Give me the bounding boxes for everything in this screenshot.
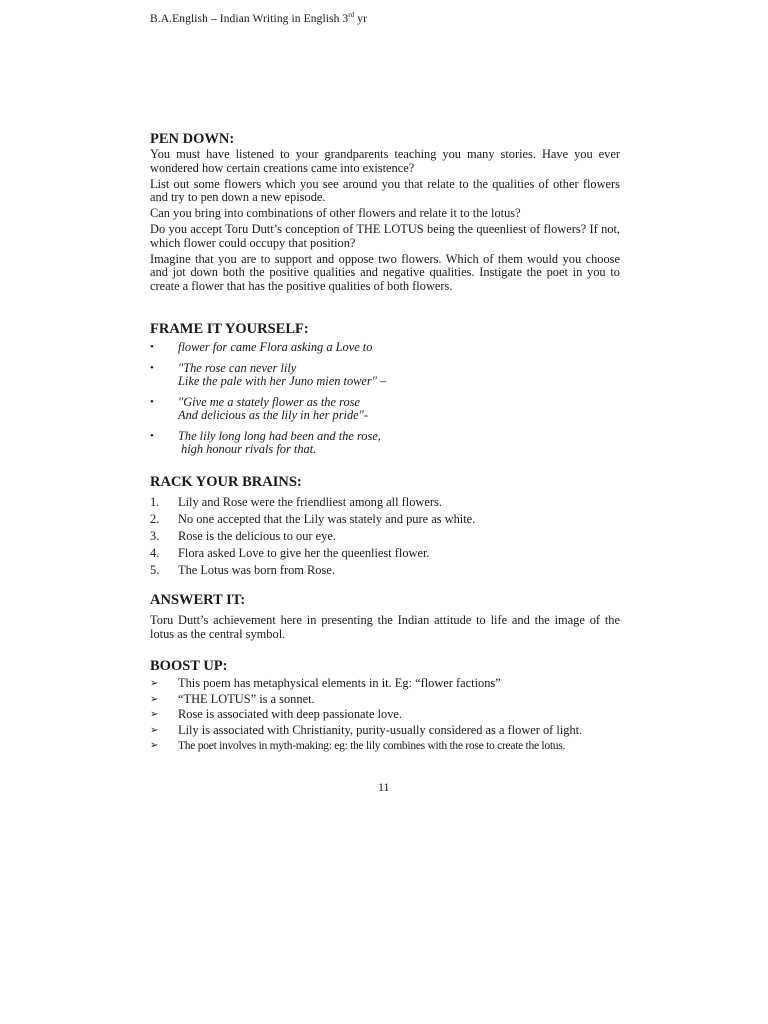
list-item bbox=[150, 430, 620, 457]
bullet-icon: • bbox=[150, 395, 154, 408]
boost-section bbox=[150, 658, 620, 754]
answer-section bbox=[150, 592, 620, 644]
verse-line: "Give me a stately flower as the rose bbox=[178, 394, 360, 409]
verse-line: The lily long long had been and the rose, bbox=[178, 428, 381, 443]
verse-line: flower for came Flora asking a Love to bbox=[178, 340, 373, 354]
list-item bbox=[150, 707, 620, 723]
list-item bbox=[150, 511, 620, 528]
item-text: Rose is associated with deep passionate love. bbox=[178, 707, 403, 721]
item-text: Flora asked Love to give her the queenliest flower. bbox=[178, 546, 430, 560]
pen-down-paragraph: Imagine that you are to support and oppose two flowers. Which of them would you choose and jot down both the positive qualities and negative qualities. Instigate the poet in you to create a flower that has the positive qualities of both flowers. bbox=[150, 251, 620, 293]
list-item bbox=[150, 362, 620, 389]
item-number: 5. bbox=[150, 563, 160, 577]
page-number: 11 bbox=[378, 780, 390, 794]
verse-line: "The rose can never lily bbox=[178, 360, 297, 375]
frame-it-list bbox=[150, 341, 620, 457]
pen-down-paragraph: List out some flowers which you see around you that relate to the qualities of other flowers and try to pen down a new episode. bbox=[150, 176, 620, 204]
frame-it-section bbox=[150, 321, 620, 464]
list-item bbox=[150, 545, 620, 562]
bullet-icon: • bbox=[150, 361, 154, 374]
rack-list bbox=[150, 494, 620, 579]
item-text: The Lotus was born from Rose. bbox=[178, 563, 335, 577]
list-item bbox=[150, 341, 620, 355]
item-text: This poem has metaphysical elements in it. Eg: “flower factions” bbox=[178, 676, 501, 690]
arrow-bullet-icon: ➢ bbox=[150, 740, 159, 751]
boost-title: BOOST UP: bbox=[150, 658, 228, 674]
item-text: No one accepted that the Lily was stately and pure as white. bbox=[178, 512, 476, 526]
item-text: Rose is the delicious to our eye. bbox=[178, 529, 336, 543]
boost-list bbox=[150, 676, 620, 754]
item-number: 1. bbox=[150, 495, 160, 509]
header-superscript: rd bbox=[348, 11, 355, 19]
list-item bbox=[150, 494, 620, 511]
rack-title: RACK YOUR BRAINS: bbox=[150, 474, 302, 490]
pen-down-paragraph: Do you accept Toru Dutt’s conception of THE LOTUS being the queenliest of flowers? If not, which flower could occupy that position? bbox=[150, 222, 620, 250]
arrow-bullet-icon: ➢ bbox=[150, 693, 159, 705]
list-item bbox=[150, 723, 620, 739]
item-number: 2. bbox=[150, 512, 160, 526]
header-text: B.A.English – Indian Writing in English 3 bbox=[150, 12, 349, 25]
page-header bbox=[150, 11, 367, 25]
arrow-bullet-icon: ➢ bbox=[150, 709, 159, 720]
item-number: 4. bbox=[150, 546, 160, 560]
answer-paragraph: Toru Dutt’s achievement here in presenting the Indian attitude to life and the image of the lotus as the central symbol. bbox=[150, 613, 620, 641]
verse-line: And delicious as the lily in her pride"- bbox=[178, 408, 368, 422]
item-number: 3. bbox=[150, 529, 160, 543]
rack-section bbox=[150, 474, 620, 579]
arrow-bullet-icon: ➢ bbox=[150, 678, 159, 689]
bullet-icon: • bbox=[150, 429, 154, 442]
list-item bbox=[150, 738, 620, 754]
item-text: Lily is associated with Christianity, purity-usually considered as a flower of light. bbox=[178, 722, 583, 737]
list-item bbox=[150, 676, 620, 692]
list-item bbox=[150, 528, 620, 545]
bullet-icon: • bbox=[150, 341, 154, 353]
pen-down-title: PEN DOWN: bbox=[150, 131, 235, 147]
list-item bbox=[150, 562, 620, 579]
pen-down-paragraph: You must have listened to your grandparents teaching you many stories. Have you ever wondered how certain creations came into existence? bbox=[150, 147, 620, 175]
item-text: “THE LOTUS” is a sonnet. bbox=[178, 691, 315, 706]
pen-down-paragraph: Can you bring into combinations of other flowers and relate it to the lotus? bbox=[150, 206, 521, 220]
verse-line: Like the pale with her Juno mien tower" – bbox=[178, 374, 387, 388]
header-suffix: yr bbox=[354, 12, 368, 25]
list-item bbox=[150, 396, 620, 423]
list-item bbox=[150, 692, 620, 708]
pen-down-section bbox=[150, 131, 620, 296]
verse-line: high honour rivals for that. bbox=[181, 442, 317, 456]
answer-title: ANSWERT IT: bbox=[150, 592, 246, 608]
item-text: Lily and Rose were the friendliest among all flowers. bbox=[178, 495, 442, 509]
frame-it-title: FRAME IT YOURSELF: bbox=[150, 321, 309, 337]
item-text: The poet involves in myth-making: eg: the lily combines with the rose to create the lotus. bbox=[178, 739, 566, 752]
arrow-bullet-icon: ➢ bbox=[150, 724, 159, 736]
